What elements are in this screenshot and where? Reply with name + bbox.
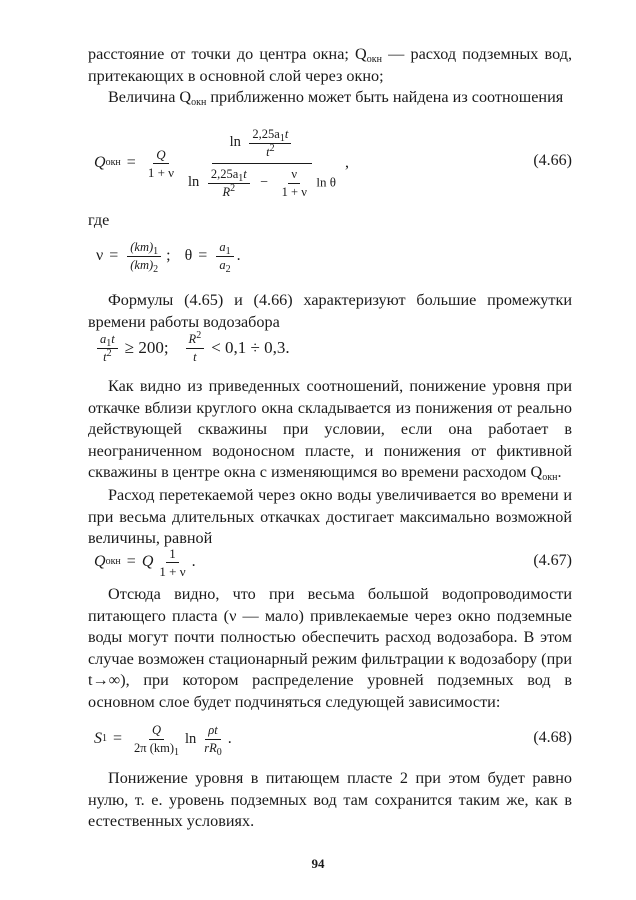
paragraph-1: расстояние от точки до центра окна; $Q_{окн}$ — расход подземных вод, притекающих в основной слой через окно; — [88, 45, 572, 85]
equation-number-4-68: (4.68) — [533, 729, 572, 746]
equation-number-4-67: (4.67) — [533, 552, 572, 569]
equation-4-68: S 1 = $\frac{Q}{2\pi (km)_1}$ ln $\frac{\rho t}{rR_0}$ . (4.68) — [94, 722, 572, 758]
equation-4-67: Q окн = Q $\frac{1}{1 + \nu}$ . (4.67) — [94, 545, 572, 579]
paragraph-6: Отсюда видно, что при весьма большой водопроводимости питающего пласта (ν — мало) привлекаемые через окно подземные воды могут почти полностью обеспечить расход водозабора. В этом случае возможен стационарный режим фильтрации к водозабору (при t→∞), при котором распределение уровней подземных вод в основном слое будет подчиняться следующей зависимости: — [88, 585, 572, 711]
page-number: 94 — [311, 856, 325, 871]
where-label: где — [88, 211, 110, 229]
paragraph-3: Формулы (4.65) и (4.66) характеризуют большие промежутки времени работы водозабора — [88, 291, 572, 331]
equation-inequalities: $\frac{a_1t}{t^2}$ ≥ 200; $\frac{R^2}{t}$ < 0,1 ÷ 0,3. — [88, 326, 572, 370]
equation-4-66: Q окн = $\frac{Q}{1 + \nu}$ ln $\frac{2,25a_1t}{t^2}$ ln $\frac{2,25a_1t}{R^2}$ − $\frac{\nu}{1 + \nu}$ ln θ , (4.66) — [94, 126, 572, 199]
paragraph-4: Как видно из приведенных соотношений, понижение уровня при откачке вблизи круглого окна складывается из понижения от реально действующей скважины при условии, если она работает в неограниченном водоносном пласте, и понижения от фиктивной скважины в центре окна с изменяющимся во времени расходом $Q_{окн}$. — [88, 377, 572, 483]
equation-number-4-66: (4.66) — [533, 152, 572, 169]
paragraph-2: Величина $Q_{окн}$ приближенно может быть найдена из соотношения — [108, 88, 564, 108]
paragraph-7: Понижение уровня в питающем пласте 2 при этом будет равно нулю, т. е. уровень подземных вод там сохранится таким же, как в естественных условиях. — [88, 769, 572, 830]
equation-definitions: ν = $\frac{(km)_1}{(km)_2}$ ; θ = $\frac{a_1}{a_2}$ . — [96, 239, 241, 275]
paragraph-5: Расход перетекаемой через окно воды увеличивается во времени и при весьма длительных откачках достигает максимально возможной величины, равной — [88, 486, 572, 547]
